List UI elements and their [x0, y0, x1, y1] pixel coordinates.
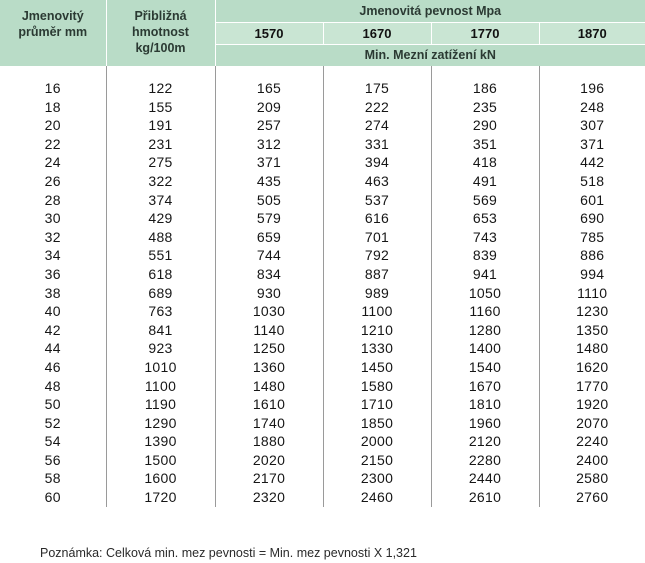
cell-weight: 551 [106, 246, 215, 265]
cell-weight: 618 [106, 265, 215, 284]
cell-weight: 1390 [106, 432, 215, 451]
cell-load-1870: 518 [539, 172, 645, 191]
cell-diameter: 46 [44, 358, 61, 375]
cell-load-1770: 1670 [431, 377, 539, 396]
table-row [0, 377, 645, 396]
cell-load-1870: 690 [539, 209, 645, 228]
cell-load-1670: 175 [323, 79, 431, 98]
table-spacer-row [0, 66, 645, 79]
table-row [0, 228, 645, 247]
table-row [0, 469, 645, 488]
header-nominal-diameter [0, 0, 106, 66]
cell-load-1570: 505 [215, 191, 323, 210]
cell-load-1870: 1110 [539, 284, 645, 303]
cell-load-1770: 653 [431, 209, 539, 228]
cell-load-1670: 222 [323, 98, 431, 117]
cell-load-1670: 2460 [323, 488, 431, 507]
table-row [0, 321, 645, 340]
cell-diameter: 28 [44, 191, 61, 208]
cell-load-1670: 2300 [323, 469, 431, 488]
cell-weight: 429 [106, 209, 215, 228]
cell-load-1870: 442 [539, 153, 645, 172]
cell-load-1870: 785 [539, 228, 645, 247]
table-row [0, 135, 645, 154]
cell-load-1770: 2440 [431, 469, 539, 488]
cell-weight: 488 [106, 228, 215, 247]
cell-load-1870: 601 [539, 191, 645, 210]
cell-load-1870: 196 [539, 79, 645, 98]
cell-weight: 1190 [106, 395, 215, 414]
cell-load-1570: 1480 [215, 377, 323, 396]
cell-load-1670: 616 [323, 209, 431, 228]
table-row [0, 284, 645, 303]
table-header [0, 0, 645, 66]
cell-load-1670: 1710 [323, 395, 431, 414]
cell-load-1670: 274 [323, 116, 431, 135]
header-nominal-strength-group: Jmenovitá pevnost Mpa [215, 0, 645, 23]
cell-weight: 231 [106, 135, 215, 154]
table-row [0, 246, 645, 265]
table-body [0, 66, 645, 507]
header-grade-1770: 1770 [431, 23, 539, 45]
cell-load-1570: 744 [215, 246, 323, 265]
table-row [0, 98, 645, 117]
cell-load-1770: 1280 [431, 321, 539, 340]
cell-load-1770: 839 [431, 246, 539, 265]
cell-weight: 689 [106, 284, 215, 303]
table-row [0, 79, 645, 98]
cell-load-1770: 941 [431, 265, 539, 284]
cell-load-1870: 307 [539, 116, 645, 135]
cell-diameter: 60 [44, 489, 61, 506]
cell-load-1870: 1770 [539, 377, 645, 396]
table-row [0, 116, 645, 135]
cell-load-1670: 1580 [323, 377, 431, 396]
cell-load-1670: 394 [323, 153, 431, 172]
cell-load-1670: 331 [323, 135, 431, 154]
table-row [0, 414, 645, 433]
cell-load-1870: 1480 [539, 339, 645, 358]
cell-load-1670: 463 [323, 172, 431, 191]
cell-load-1770: 1540 [431, 358, 539, 377]
cell-load-1770: 2120 [431, 432, 539, 451]
cell-load-1770: 418 [431, 153, 539, 172]
cell-load-1870: 1350 [539, 321, 645, 340]
cell-diameter: 30 [44, 210, 61, 227]
cell-load-1870: 248 [539, 98, 645, 117]
cell-diameter: 58 [44, 470, 61, 487]
cell-load-1570: 930 [215, 284, 323, 303]
cell-load-1870: 1920 [539, 395, 645, 414]
cell-load-1570: 1610 [215, 395, 323, 414]
cell-load-1570: 1740 [215, 414, 323, 433]
cell-load-1870: 1620 [539, 358, 645, 377]
table-row [0, 395, 645, 414]
cell-load-1670: 701 [323, 228, 431, 247]
cell-weight: 1500 [106, 451, 215, 470]
footnote: Poznámka: Celková min. mez pevnosti = Min. mez pevnosti X 1,321 [40, 546, 417, 560]
cell-weight: 374 [106, 191, 215, 210]
cell-load-1670: 2150 [323, 451, 431, 470]
cell-weight: 191 [106, 116, 215, 135]
table-row [0, 451, 645, 470]
cell-load-1770: 1400 [431, 339, 539, 358]
cell-load-1770: 2610 [431, 488, 539, 507]
cell-load-1870: 2400 [539, 451, 645, 470]
cell-diameter: 54 [44, 433, 61, 450]
cell-load-1870: 2580 [539, 469, 645, 488]
cell-load-1870: 2070 [539, 414, 645, 433]
cell-load-1570: 312 [215, 135, 323, 154]
cell-weight: 763 [106, 302, 215, 321]
cell-weight: 122 [106, 79, 215, 98]
header-approx-weight [106, 0, 215, 66]
cell-weight: 841 [106, 321, 215, 340]
cell-load-1870: 886 [539, 246, 645, 265]
cell-load-1570: 1140 [215, 321, 323, 340]
cell-load-1770: 491 [431, 172, 539, 191]
cell-load-1770: 2280 [431, 451, 539, 470]
header-grade-1570: 1570 [215, 23, 323, 45]
cell-load-1670: 537 [323, 191, 431, 210]
cell-diameter: 26 [44, 172, 61, 189]
cell-load-1570: 2170 [215, 469, 323, 488]
table-row [0, 358, 645, 377]
table-row [0, 488, 645, 507]
cell-diameter: 36 [44, 265, 61, 282]
header-grade-1670: 1670 [323, 23, 431, 45]
cell-load-1570: 1360 [215, 358, 323, 377]
table-row [0, 153, 645, 172]
cell-load-1770: 1810 [431, 395, 539, 414]
cell-load-1770: 186 [431, 79, 539, 98]
cell-load-1570: 579 [215, 209, 323, 228]
cell-load-1870: 371 [539, 135, 645, 154]
cell-weight: 275 [106, 153, 215, 172]
cell-diameter: 22 [44, 135, 61, 152]
table-row [0, 432, 645, 451]
cell-diameter: 44 [44, 340, 61, 357]
header-approx-weight-line2: hmotnost [132, 25, 189, 39]
header-min-breaking-load: Min. Mezní zatížení kN [215, 45, 645, 67]
cell-load-1670: 2000 [323, 432, 431, 451]
cell-weight: 1290 [106, 414, 215, 433]
cell-load-1670: 989 [323, 284, 431, 303]
cell-diameter: 42 [44, 321, 61, 338]
header-approx-weight-line3: kg/100m [135, 41, 186, 55]
table-row [0, 172, 645, 191]
cell-load-1870: 1230 [539, 302, 645, 321]
table-row [0, 191, 645, 210]
cell-load-1570: 371 [215, 153, 323, 172]
cell-diameter: 56 [44, 451, 61, 468]
cell-load-1870: 994 [539, 265, 645, 284]
cell-load-1870: 2760 [539, 488, 645, 507]
cell-load-1670: 792 [323, 246, 431, 265]
header-nominal-diameter-line1: Jmenovitý [21, 9, 84, 23]
cell-diameter: 24 [44, 154, 61, 171]
cell-load-1670: 1100 [323, 302, 431, 321]
cell-load-1770: 743 [431, 228, 539, 247]
cell-load-1770: 1160 [431, 302, 539, 321]
cell-diameter: 18 [44, 98, 61, 115]
cell-diameter: 34 [44, 247, 61, 264]
cell-load-1770: 1050 [431, 284, 539, 303]
table-row [0, 339, 645, 358]
cell-load-1570: 209 [215, 98, 323, 117]
cell-diameter: 40 [44, 303, 61, 320]
cell-diameter: 48 [44, 377, 61, 394]
cell-load-1670: 887 [323, 265, 431, 284]
header-approx-weight-line1: Přibližná [134, 9, 187, 23]
cell-diameter: 38 [44, 284, 61, 301]
cell-diameter: 16 [44, 80, 61, 96]
cell-load-1570: 257 [215, 116, 323, 135]
cell-load-1570: 165 [215, 79, 323, 98]
header-nominal-diameter-line2: průměr mm [18, 25, 88, 39]
cell-load-1570: 2320 [215, 488, 323, 507]
cell-weight: 1720 [106, 488, 215, 507]
cell-load-1870: 2240 [539, 432, 645, 451]
cell-load-1670: 1450 [323, 358, 431, 377]
table-row [0, 209, 645, 228]
cell-load-1670: 1850 [323, 414, 431, 433]
cell-weight: 923 [106, 339, 215, 358]
cell-load-1670: 1210 [323, 321, 431, 340]
cell-load-1670: 1330 [323, 339, 431, 358]
header-grade-1870: 1870 [539, 23, 645, 45]
cell-load-1570: 659 [215, 228, 323, 247]
cell-load-1570: 1030 [215, 302, 323, 321]
cell-load-1570: 1880 [215, 432, 323, 451]
cell-load-1570: 435 [215, 172, 323, 191]
cell-load-1770: 1960 [431, 414, 539, 433]
cell-load-1570: 834 [215, 265, 323, 284]
cell-weight: 322 [106, 172, 215, 191]
table-row [0, 265, 645, 284]
cell-weight: 155 [106, 98, 215, 117]
cell-diameter: 50 [44, 396, 61, 413]
cell-load-1770: 351 [431, 135, 539, 154]
cell-load-1770: 290 [431, 116, 539, 135]
cell-diameter: 20 [44, 117, 61, 134]
cell-load-1770: 569 [431, 191, 539, 210]
cell-load-1570: 1250 [215, 339, 323, 358]
cell-diameter: 52 [44, 414, 61, 431]
cell-weight: 1100 [106, 377, 215, 396]
table-row [0, 302, 645, 321]
cell-load-1570: 2020 [215, 451, 323, 470]
cell-weight: 1010 [106, 358, 215, 377]
cell-diameter: 32 [44, 228, 61, 245]
cell-weight: 1600 [106, 469, 215, 488]
cell-load-1770: 235 [431, 98, 539, 117]
